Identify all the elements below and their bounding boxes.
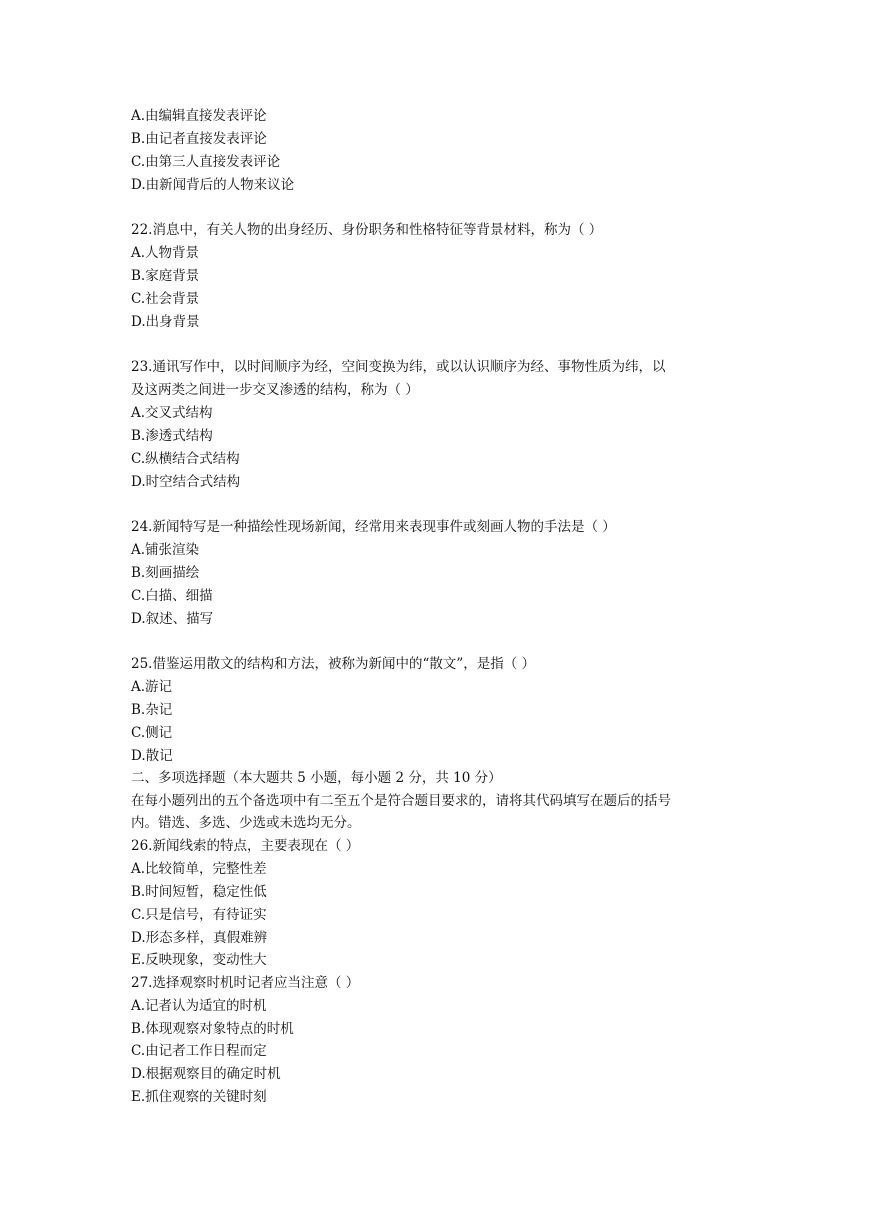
q23-option-b: B.渗透式结构 [131,428,213,444]
q27-option-e: E.抓住观察的关键时刻 [131,1089,267,1105]
q22-option-c: C.社会背景 [131,291,200,307]
q21-option-b: B.由记者直接发表评论 [131,131,267,147]
q24-option-c: C.白描、细描 [131,588,213,604]
q25-stem: 25.借鉴运用散文的结构和方法，被称为新闻中的“散文”，是指（ ） [131,656,536,672]
q24-option-a: A.铺张渲染 [131,542,200,558]
q25-option-d: D.散记 [131,748,173,764]
q26-option-d: D.形态多样，真假难辨 [131,930,268,946]
q24-option-d: D.叙述、描写 [131,611,214,627]
q22-option-a: A.人物背景 [131,245,200,261]
q23-option-d: D.时空结合式结构 [131,474,241,490]
q26-stem: 26.新闻线索的特点，主要表现在（ ） [131,838,360,854]
section-2-heading: 二、多项选择题（本大题共 5 小题，每小题 2 分，共 10 分） [131,770,502,786]
q24-stem: 24.新闻特写是一种描绘性现场新闻，经常用来表现事件或刻画人物的手法是（ ） [131,519,616,535]
q23-stem-line2: 及这两类之间进一步交叉渗透的结构，称为（ ） [131,382,419,398]
q24-option-b: B.刻画描绘 [131,565,200,581]
q26-option-e: E.反映现象，变动性大 [131,952,267,968]
q27-option-a: A.记者认为适宜的时机 [131,998,267,1014]
q21-option-a: A.由编辑直接发表评论 [131,108,267,124]
section-2-instructions-line1: 在每小题列出的五个备选项中有二至五个是符合题目要求的，请将其代码填写在题后的括号 [131,793,671,809]
q25-option-c: C.侧记 [131,725,173,741]
q25-option-b: B.杂记 [131,702,173,718]
q23-stem-line1: 23.通讯写作中，以时间顺序为经，空间变换为纬，或以认识顺序为经、事物性质为纬，以 [131,359,666,375]
q27-option-d: D.根据观察目的确定时机 [131,1066,281,1082]
q21-option-c: C.由第三人直接发表评论 [131,154,281,170]
q27-option-c: C.由记者工作日程而定 [131,1043,267,1059]
q22-stem: 22.消息中，有关人物的出身经历、身份职务和性格特征等背景材料，称为（ ） [131,222,603,238]
q21-option-d: D.由新闻背后的人物来议论 [131,177,295,193]
q26-option-c: C.只是信号，有待证实 [131,907,267,923]
q23-option-a: A.交叉式结构 [131,405,213,421]
q27-option-b: B.体现观察对象特点的时机 [131,1021,294,1037]
q22-option-b: B.家庭背景 [131,268,200,284]
q25-option-a: A.游记 [131,679,173,695]
q22-option-d: D.出身背景 [131,314,200,330]
q26-option-b: B.时间短暂，稳定性低 [131,884,267,900]
section-2-instructions-line2: 内。错选、多选、少选或未选均无分。 [131,815,361,831]
q23-option-c: C.纵横结合式结构 [131,451,240,467]
q26-option-a: A.比较简单，完整性差 [131,861,267,877]
q27-stem: 27.选择观察时机时记者应当注意（ ） [131,975,360,991]
